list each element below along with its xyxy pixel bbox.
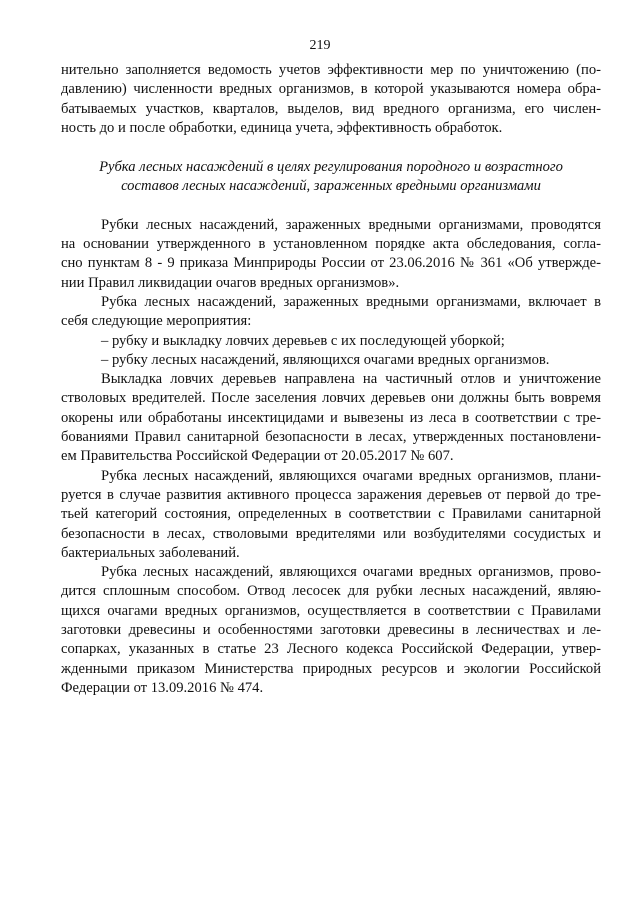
page-number: 219 [309, 38, 331, 53]
text-line: нии Правил ликвидации очагов вредных организмов». [61, 274, 400, 291]
text-line: ность до и после обработки, единица учета, эффективность обработок. [61, 119, 503, 136]
list-item-felling-foci [61, 351, 601, 370]
page-body [61, 61, 601, 698]
text-line: сопарках, указанных в статье 23 Лесного кодекса Российской Федерации, утвер- [61, 641, 601, 658]
text-line: ем Правительства Российской Федерации от 20.05.2017 № 607. [61, 448, 454, 465]
heading-line: составов лесных насаждений, зараженных вредными организмами [121, 178, 541, 195]
text-line: Рубка лесных насаждений, являющихся очагами вредных организмов, плани- [101, 467, 601, 484]
text-line: заготовки древесины и особенностями заготовки древесины в лесничествах и ле- [61, 622, 601, 639]
paragraph-clear-cutting [61, 563, 601, 698]
text-line: стволовых вредителей. После заселения ловчих деревьев они должны быть вовремя [61, 390, 601, 407]
list-item-trap-trees [61, 332, 601, 351]
text-line: Рубки лесных насаждений, зараженных вредными организмами, проводятся [101, 216, 601, 233]
text-line: себя следующие мероприятия: [61, 313, 252, 330]
text-line: бактериальных заболеваний. [61, 544, 240, 561]
text-line: сно пунктам 8 - 9 приказа Минприроды России от 23.06.2016 № 361 «Об утвержде- [61, 255, 601, 272]
paragraph-trap-trees [61, 370, 601, 466]
section-heading [61, 158, 601, 197]
text-line: давлению) численности вредных организмов, в которой указываются номера обра- [61, 81, 601, 98]
paragraph-grounds [61, 216, 601, 293]
list-item: – рубку лесных насаждений, являющихся очагами вредных организмов. [101, 351, 550, 368]
text-line: тьей категорий состояния, определенных в соответствии с Правилами санитарной [61, 506, 601, 523]
text-line: дится сплошным способом. Отвод лесосек для рубки лесных насаждений, являю- [61, 583, 601, 600]
text-line: жденными приказом Министерства природных ресурсов и экологии Российской [61, 660, 601, 677]
heading-line: Рубка лесных насаждений в целях регулирования породного и возрастного [99, 159, 563, 176]
text-line: батываемых участков, кварталов, выделов, вид вредного организма, его числен- [61, 100, 601, 117]
text-line: бованиями Правил санитарной безопасности в лесах, утвержденных постановлени- [61, 429, 601, 446]
text-line: на основании утвержденного в установленном порядке акта обследования, согла- [61, 236, 601, 253]
text-line: окорены или обработаны инсектицидами и вывезены из леса в соответствии с тре- [61, 409, 601, 426]
paragraph-measures [61, 293, 601, 332]
text-line: Выкладка ловчих деревьев направлена на частичный отлов и уничтожение [101, 371, 601, 388]
list-item: – рубку и выкладку ловчих деревьев с их последующей уборкой; [101, 332, 505, 349]
text-line: Федерации от 13.09.2016 № 474. [61, 679, 264, 696]
paragraph-felling-planning [61, 467, 601, 563]
text-line: безопасности в лесах, стволовыми вредителями или возбудителями сосудистых и [61, 525, 601, 542]
intro-paragraph [61, 61, 601, 138]
text-line: руется в случае развития активного процесса заражения деревьев от первой до тре- [61, 486, 601, 503]
text-line: Рубка лесных насаждений, являющихся очагами вредных организмов, прово- [101, 564, 601, 581]
text-line: Рубка лесных насаждений, зараженных вредными организмами, включает в [101, 293, 601, 310]
text-line: нительно заполняется ведомость учетов эффективности мер по уничтожению (по- [61, 62, 601, 78]
text-line: щихся очагами вредных организмов, осуществляется в соответствии с Правилами [61, 602, 601, 619]
